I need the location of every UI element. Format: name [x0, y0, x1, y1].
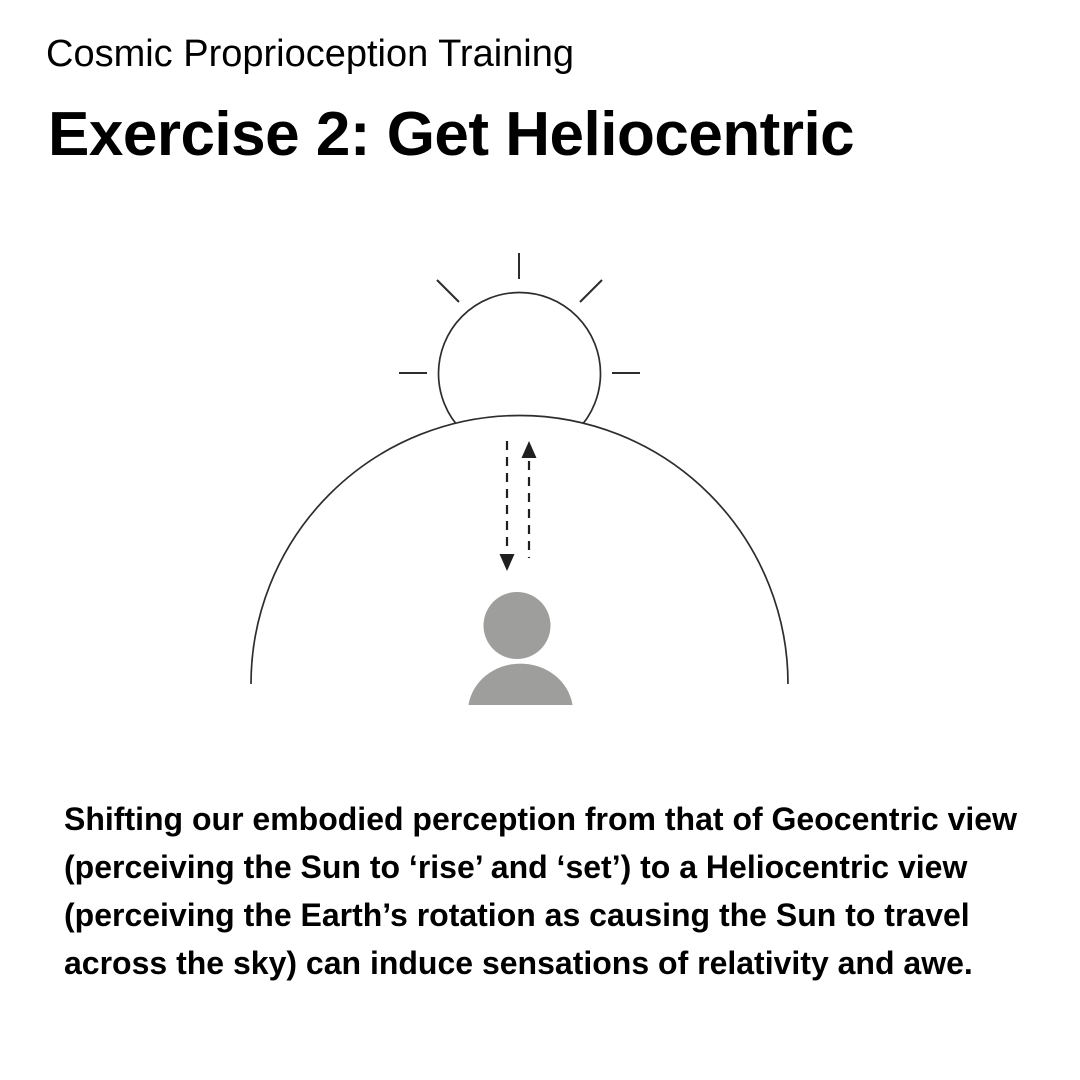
caption-line: Shifting our embodied perception from that of Geocentric view	[64, 801, 1017, 837]
page-title: Exercise 2: Get Heliocentric	[48, 100, 855, 169]
sun-ray-upper-left-icon	[437, 280, 459, 302]
caption-line: (perceiving the Earth’s rotation as causing the Sun to travel	[64, 897, 970, 933]
caption-paragraph	[64, 795, 1054, 987]
person-head	[484, 592, 551, 659]
caption-line: across the sky) can induce sensations of relativity and awe.	[64, 945, 973, 981]
sun-ray-upper-right-icon	[580, 280, 602, 302]
caption-line: (perceiving the Sun to ‘rise’ and ‘set’) to a Heliocentric view	[64, 849, 968, 885]
kicker-label: Cosmic Proprioception Training	[46, 33, 575, 75]
